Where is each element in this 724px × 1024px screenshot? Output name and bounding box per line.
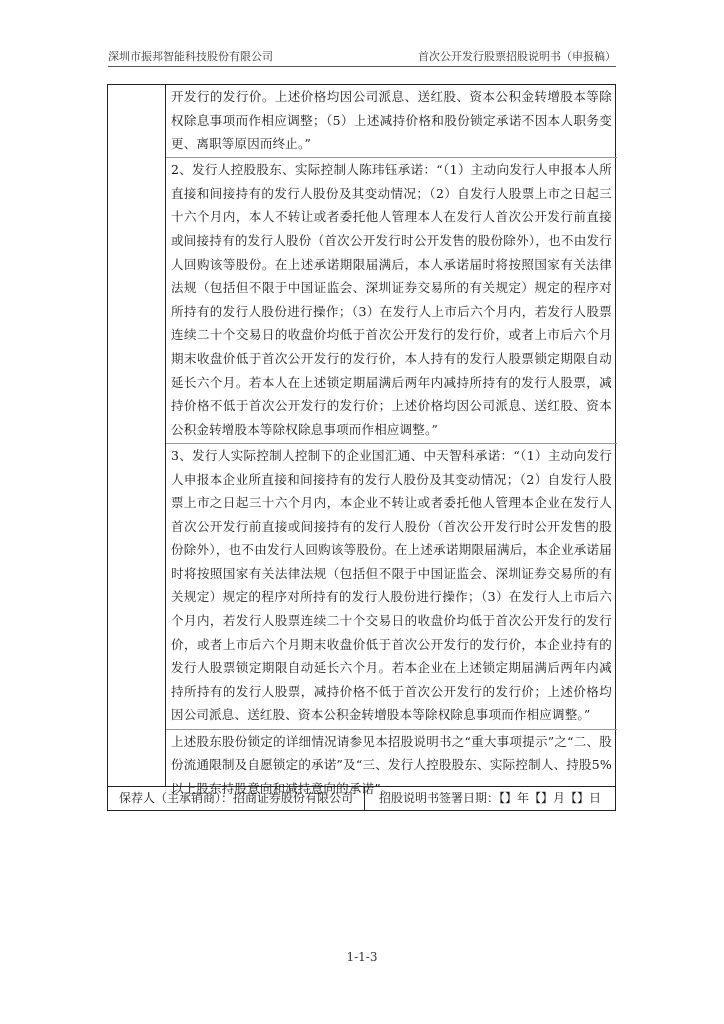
- paragraph-3: 3、发行人实际控制人控制下的企业国汇通、中天智科承诺：“（1）主动向发行人申报本企业所直接和间接持有的发行人股份及其变动情况；（2）自发行人股票上市之日起三十六个月内，本企业不转让或者委托他人管理本企业在发行人首次公开发行前直接或间接持有的发行人股份（首次公开发行时公开发售的股份除外），也不由发行人回购该等股份。在上述承诺期限届满后，本企业承诺届时将按照国家有关法律法规（包括但不限于中国证监会、深圳证券交易所的有关规定）规定的程序对所持有的发行人股份进行操作；（3）在发行人上市后六个月内，若发行人股票连续二十个交易日的收盘价均低于首次公开发行的发行价，或者上市后六个月期末收盘价低于首次公开发行的发行价，本企业持有的发行人股票锁定期限自动延长六个月。若本企业在上述锁定期届满后两年内减持所持有的发行人股票，减持价格不低于首次公开发行的发行价；上述价格均因公司派息、送红股、资本公积金转增股本等除权除息事项而作相应调整。”: [171, 447, 612, 723]
- paragraph-4: 上述股东股份锁定的详细情况请参见本招股说明书之“重大事项提示”之“二、股份流通限制及自愿锁定的承诺”及“三、发行人控股股东、实际控制人、持股5%以上股东持股意向和减持意向的承诺”。: [171, 733, 612, 796]
- content-cell: [166, 85, 617, 802]
- header-doc-title: 首次公开发行股票招股说明书（申报稿）: [418, 50, 616, 63]
- page-number: 1-1-3: [346, 950, 378, 964]
- header-company: 深圳市振邦智能科技股份有限公司: [108, 50, 273, 63]
- page-header: [108, 48, 616, 66]
- header-rule: [108, 66, 616, 67]
- content-table: [107, 84, 616, 811]
- paragraph-2: 2、发行人控股股东、实际控制人陈玮钰承诺：“（1）主动向发行人申报本人所直接和间接持有的发行人股份及其变动情况；（2）自发行人股票上市之日起三十六个月内，本人不转让或者委托他人管理本人在发行人首次公开发行前直接或间接持有的发行人股份（首次公开发行时公开发售的股份除外），也不由发行人回购该等股份。在上述承诺期限届满后，本人承诺届时将按照国家有关法律法规（包括但不限于中国证监会、深圳证券交易所的有关规定）规定的程序对所持有的发行人股份进行操作；（3）在发行人上市后六个月内，若发行人股票连续二十个交易日的收盘价均低于首次公开发行的发行价，或者上市后六个月期末收盘价低于首次公开发行的发行价，本人持有的发行人股票锁定期限自动延长六个月。若本人在上述锁定期届满后两年内减持所持有的发行人股票，减持价格不低于首次公开发行的发行价；上述价格均因公司派息、送红股、资本公积金转增股本等除权除息事项而作相应调整。”: [171, 162, 612, 437]
- paragraph-1: 开发行的发行价。上述价格均因公司派息、送红股、资本公积金转增股本等除权除息事项而作相应调整；（5）上述减持价格和股份锁定承诺不因本人职务变更、离职等原因而终止。”: [171, 89, 612, 152]
- sponsor-cell: 保荐人（主承销商）：招商证券股份有限公司: [118, 791, 353, 805]
- signing-date-cell: 招股说明书签署日期：【】年【】月【】日: [378, 791, 601, 805]
